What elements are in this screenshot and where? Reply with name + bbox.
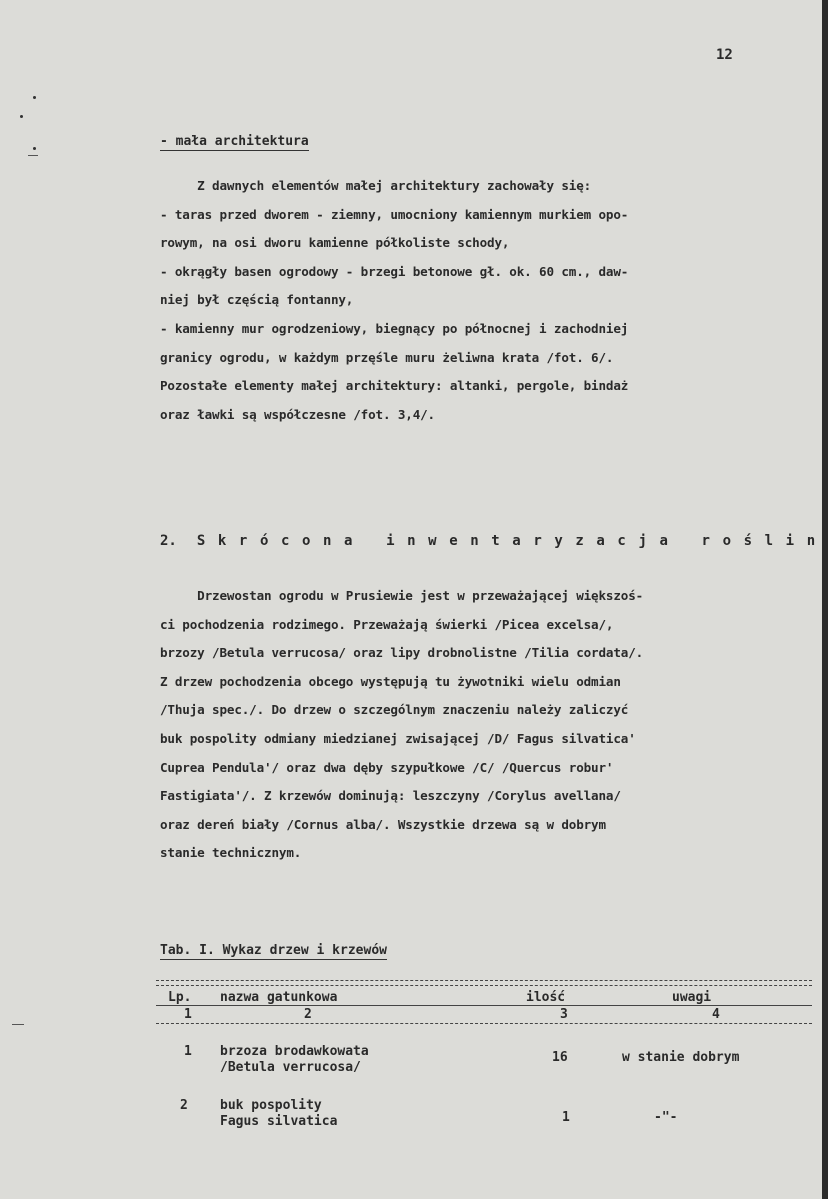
text-line: /Thuja spec./. Do drzew o szczególnym znaczeniu należy zaliczyć (160, 702, 629, 718)
table-title: Tab. I. Wykaz drzew i krzewów (160, 943, 387, 958)
text-line: niej był częścią fontanny, (160, 292, 354, 308)
row-2-name (220, 1098, 337, 1130)
paragraph-plant-inventory (160, 582, 816, 868)
text-line: Fastigiata'/. Z krzewów dominują: leszczyny /Corylus avellana/ (160, 788, 621, 804)
scan-speck (20, 115, 23, 118)
section-number: 2. (160, 533, 177, 549)
text-line: stanie technicznym. (160, 845, 302, 861)
text-line: Z drzew pochodzenia obcego występują tu żywotniki wielu odmian (160, 673, 621, 689)
row-2-lp: 2 (180, 1098, 188, 1113)
header-species-name: nazwa gatunkowa (220, 990, 338, 1005)
table-rule-top (156, 980, 812, 981)
column-number: 4 (712, 1007, 720, 1022)
header-lp: Lp. (168, 990, 192, 1005)
text-line: rowym, na osi dworu kamienne półkoliste schody, (160, 235, 510, 251)
text-line: ci pochodzenia rodzimego. Przeważają świerki /Picea excelsa/, (160, 616, 614, 632)
row-1-lp: 1 (184, 1044, 192, 1059)
row-1-notes: w stanie dobrym (622, 1050, 740, 1065)
text-line: Z dawnych elementów małej architektury zachowały się: (160, 178, 592, 193)
table-rule-top-2 (156, 985, 812, 986)
text-line: oraz dereń biały /Cornus alba/. Wszystkie drzewa są w dobrym (160, 816, 606, 832)
row-1-name (220, 1044, 369, 1076)
table-rule-bottom (156, 1023, 812, 1024)
species-latin-name: /Betula verrucosa/ (220, 1060, 361, 1075)
text-line: Cuprea Pendula'/ oraz dwa dęby szypułkowe /C/ /Quercus robur' (160, 759, 614, 775)
text-line: buk pospolity odmiany miedzianej zwisającej /D/ Fagus silvatica' (160, 730, 636, 746)
species-common-name: brzoza brodawkowata (220, 1044, 369, 1059)
scan-mark (12, 1024, 24, 1025)
text-line: - okrągły basen ogrodowy - brzegi betonowe gł. ok. 60 cm., daw- (160, 263, 629, 279)
header-count: ilość (526, 990, 566, 1005)
text-line: granicy ogrodu, w każdym przęśle muru żeliwna krata /fot. 6/. (160, 349, 614, 365)
scan-speck (33, 147, 36, 150)
row-2-count: 1 (562, 1110, 570, 1125)
species-latin-name: Fagus silvatica (220, 1114, 338, 1129)
row-1-count: 16 (552, 1050, 568, 1065)
column-number: 1 (184, 1007, 192, 1022)
text-line: - taras przed dworem - ziemny, umocniony kamiennym murkiem opo- (160, 206, 629, 222)
row-2-notes: -"- (654, 1110, 678, 1125)
text-line: brzozy /Betula verrucosa/ oraz lipy drobnolistne /Tilia cordata/. (160, 645, 644, 661)
text-line: Drzewostan ogrodu w Prusiewie jest w przeważającej większoś- (160, 588, 644, 603)
column-number: 2 (304, 1007, 312, 1022)
section-title: Skrócona inwentaryzacja roślin (196, 533, 828, 549)
page-number: 12 (716, 47, 733, 63)
scan-edge (822, 0, 828, 1199)
column-number: 3 (560, 1007, 568, 1022)
text-line: oraz ławki są współczesne /fot. 3,4/. (160, 406, 435, 422)
table-rule-mid (156, 1005, 812, 1006)
text-line: Pozostałe elementy małej architektury: altanki, pergole, bindaż (160, 378, 629, 394)
text-line: - kamienny mur ogrodzeniowy, biegnący po północnej i zachodniej (160, 320, 629, 336)
paragraph-small-architecture (160, 172, 816, 429)
scan-speck (33, 96, 36, 99)
scan-mark (28, 155, 38, 156)
section-heading: - mała architektura (160, 134, 309, 149)
species-common-name: buk pospolity (220, 1098, 322, 1113)
header-notes: uwagi (672, 990, 712, 1005)
section-2-heading (160, 533, 828, 549)
